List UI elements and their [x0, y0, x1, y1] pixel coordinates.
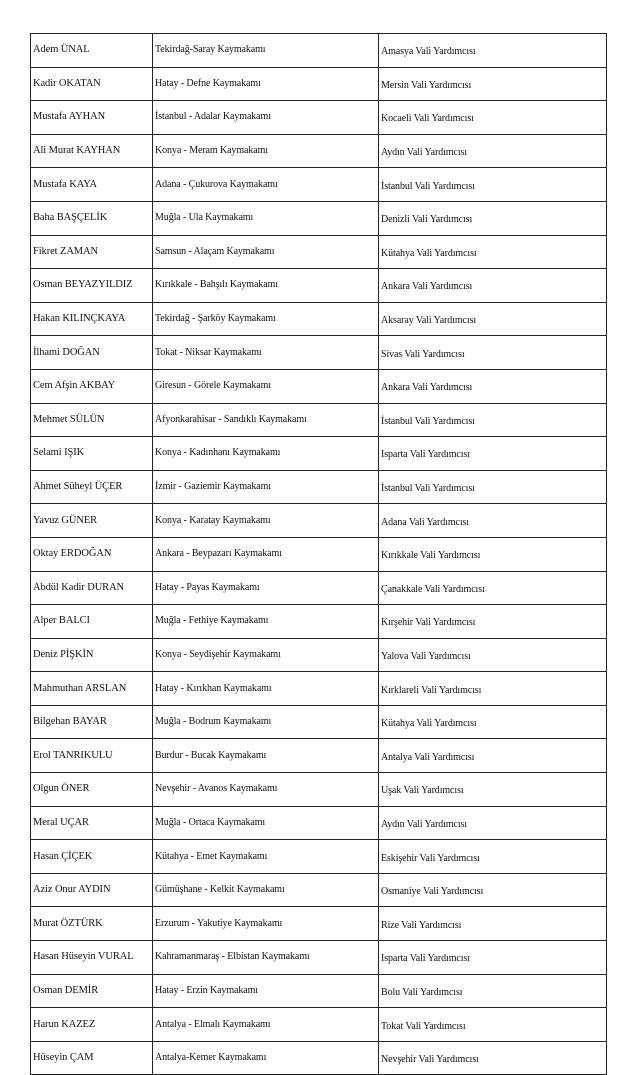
table-row — [31, 605, 607, 639]
name-cell: Deniz PİŞKİN — [31, 638, 153, 672]
table-row — [31, 873, 607, 907]
current-post-cell: Hatay - Kırıkhan Kaymakamı — [153, 672, 379, 706]
table-row — [31, 403, 607, 437]
new-post-cell: Çanakkale Vali Yardımcısı — [379, 571, 607, 605]
table-row — [31, 705, 607, 739]
new-post-cell: Aydın Vali Yardımcısı — [379, 134, 607, 168]
table-row — [31, 840, 607, 874]
new-post-cell: Kütahya Vali Yardımcısı — [379, 705, 607, 739]
table-row — [31, 302, 607, 336]
name-cell: Harun KAZEZ — [31, 1008, 153, 1042]
table-row — [31, 369, 607, 403]
new-post-cell: Antalya Vali Yardımcısı — [379, 739, 607, 773]
current-post-cell: Giresun - Görele Kaymakamı — [153, 369, 379, 403]
table-row — [31, 235, 607, 269]
name-cell: Hüseyin ÇAM — [31, 1041, 153, 1075]
table-row — [31, 571, 607, 605]
new-post-cell: Yalova Vali Yardımcısı — [379, 638, 607, 672]
current-post-cell: Konya - Kadınhanı Kaymakamı — [153, 437, 379, 471]
new-post-cell: İstanbul Vali Yardımcısı — [379, 168, 607, 202]
new-post-cell: Isparta Vali Yardımcısı — [379, 437, 607, 471]
table-row — [31, 437, 607, 471]
name-cell: Yavuz GÜNER — [31, 504, 153, 538]
current-post-cell: Tokat - Niksar Kaymakamı — [153, 336, 379, 370]
name-cell: Mustafa AYHAN — [31, 101, 153, 135]
current-post-cell: Afyonkarahisar - Sandıklı Kaymakamı — [153, 403, 379, 437]
current-post-cell: Ankara - Beypazarı Kaymakamı — [153, 537, 379, 571]
current-post-cell: Hatay - Payas Kaymakamı — [153, 571, 379, 605]
current-post-cell: Hatay - Erzin Kaymakamı — [153, 974, 379, 1008]
new-post-cell: Kırşehir Vali Yardımcısı — [379, 605, 607, 639]
name-cell: Meral UÇAR — [31, 806, 153, 840]
name-cell: Hasan Hüseyin VURAL — [31, 941, 153, 975]
new-post-cell: Amasya Vali Yardımcısı — [379, 34, 607, 68]
current-post-cell: Antalya - Elmalı Kaymakamı — [153, 1008, 379, 1042]
table-row — [31, 134, 607, 168]
new-post-cell: Ankara Vali Yardımcısı — [379, 369, 607, 403]
current-post-cell: Tekirdağ - Şarköy Kaymakamı — [153, 302, 379, 336]
name-cell: Bilgehan BAYAR — [31, 705, 153, 739]
name-cell: Baha BAŞÇELİK — [31, 201, 153, 235]
table-row — [31, 201, 607, 235]
name-cell: Mehmet SÜLÜN — [31, 403, 153, 437]
current-post-cell: Samsun - Alaçam Kaymakamı — [153, 235, 379, 269]
new-post-cell: Isparta Vali Yardımcısı — [379, 941, 607, 975]
new-post-cell: Rize Vali Yardımcısı — [379, 907, 607, 941]
current-post-cell: Konya - Seydişehir Kaymakamı — [153, 638, 379, 672]
new-post-cell: Sivas Vali Yardımcısı — [379, 336, 607, 370]
table-row — [31, 907, 607, 941]
name-cell: Osman DEMİR — [31, 974, 153, 1008]
new-post-cell: Tokat Vali Yardımcısı — [379, 1008, 607, 1042]
current-post-cell: Antalya-Kemer Kaymakamı — [153, 1041, 379, 1075]
new-post-cell: Osmaniye Vali Yardımcısı — [379, 873, 607, 907]
current-post-cell: İstanbul - Adalar Kaymakamı — [153, 101, 379, 135]
name-cell: İlhami DOĞAN — [31, 336, 153, 370]
table-row — [31, 941, 607, 975]
table-row — [31, 806, 607, 840]
current-post-cell: Konya - Meram Kaymakamı — [153, 134, 379, 168]
name-cell: Abdül Kadir DURAN — [31, 571, 153, 605]
appointment-table — [30, 33, 607, 1075]
new-post-cell: Denizli Vali Yardımcısı — [379, 201, 607, 235]
name-cell: Fikret ZAMAN — [31, 235, 153, 269]
current-post-cell: Muğla - Bodrum Kaymakamı — [153, 705, 379, 739]
current-post-cell: İzmir - Gaziemir Kaymakamı — [153, 470, 379, 504]
name-cell: Erol TANRIKULU — [31, 739, 153, 773]
new-post-cell: Aydın Vali Yardımcısı — [379, 806, 607, 840]
current-post-cell: Muğla - Ortaca Kaymakamı — [153, 806, 379, 840]
name-cell: Ali Murat KAYHAN — [31, 134, 153, 168]
name-cell: Kadir OKATAN — [31, 67, 153, 101]
table-row — [31, 269, 607, 303]
new-post-cell: Mersin Vali Yardımcısı — [379, 67, 607, 101]
table-row — [31, 739, 607, 773]
table-row — [31, 773, 607, 807]
table-row — [31, 336, 607, 370]
current-post-cell: Kırıkkale - Bahşılı Kaymakamı — [153, 269, 379, 303]
current-post-cell: Gümüşhane - Kelkit Kaymakamı — [153, 873, 379, 907]
current-post-cell: Burdur - Bucak Kaymakamı — [153, 739, 379, 773]
new-post-cell: Bolu Vali Yardımcısı — [379, 974, 607, 1008]
current-post-cell: Muğla - Fethiye Kaymakamı — [153, 605, 379, 639]
name-cell: Murat ÖZTÜRK — [31, 907, 153, 941]
new-post-cell: Kütahya Vali Yardımcısı — [379, 235, 607, 269]
table-row — [31, 470, 607, 504]
name-cell: Olgun ÖNER — [31, 773, 153, 807]
table-row — [31, 504, 607, 538]
new-post-cell: İstanbul Vali Yardımcısı — [379, 403, 607, 437]
current-post-cell: Adana - Çukurova Kaymakamı — [153, 168, 379, 202]
name-cell: Oktay ERDOĞAN — [31, 537, 153, 571]
new-post-cell: Kırklareli Vali Yardımcısı — [379, 672, 607, 706]
table-row — [31, 101, 607, 135]
name-cell: Hasan ÇİÇEK — [31, 840, 153, 874]
current-post-cell: Muğla - Ula Kaymakamı — [153, 201, 379, 235]
table-row — [31, 638, 607, 672]
new-post-cell: Kocaeli Vali Yardımcısı — [379, 101, 607, 135]
name-cell: Mustafa KAYA — [31, 168, 153, 202]
table-row — [31, 67, 607, 101]
current-post-cell: Nevşehir - Avanos Kaymakamı — [153, 773, 379, 807]
current-post-cell: Kahramanmaraş - Elbistan Kaymakamı — [153, 941, 379, 975]
table-row — [31, 1041, 607, 1075]
name-cell: Osman BEYAZYILDIZ — [31, 269, 153, 303]
name-cell: Alper BALCI — [31, 605, 153, 639]
name-cell: Selami IŞIK — [31, 437, 153, 471]
table-row — [31, 974, 607, 1008]
name-cell: Adem ÜNAL — [31, 34, 153, 68]
new-post-cell: Uşak Vali Yardımcısı — [379, 773, 607, 807]
current-post-cell: Hatay - Defne Kaymakamı — [153, 67, 379, 101]
table-row — [31, 168, 607, 202]
name-cell: Hakan KILINÇKAYA — [31, 302, 153, 336]
name-cell: Cem Afşin AKBAY — [31, 369, 153, 403]
new-post-cell: İstanbul Vali Yardımcısı — [379, 470, 607, 504]
name-cell: Ahmet Süheyl ÜÇER — [31, 470, 153, 504]
name-cell: Mahmuthan ARSLAN — [31, 672, 153, 706]
current-post-cell: Erzurum - Yakutiye Kaymakamı — [153, 907, 379, 941]
name-cell: Aziz Onur AYDIN — [31, 873, 153, 907]
new-post-cell: Nevşehir Vali Yardımcısı — [379, 1041, 607, 1075]
current-post-cell: Kütahya - Emet Kaymakamı — [153, 840, 379, 874]
new-post-cell: Eskişehir Vali Yardımcısı — [379, 840, 607, 874]
new-post-cell: Ankara Vali Yardımcısı — [379, 269, 607, 303]
current-post-cell: Tekirdağ-Saray Kaymakamı — [153, 34, 379, 68]
new-post-cell: Aksaray Vali Yardımcısı — [379, 302, 607, 336]
new-post-cell: Adana Vali Yardımcısı — [379, 504, 607, 538]
table-row — [31, 34, 607, 68]
new-post-cell: Kırıkkale Vali Yardımcısı — [379, 537, 607, 571]
current-post-cell: Konya - Karatay Kaymakamı — [153, 504, 379, 538]
table-row — [31, 537, 607, 571]
table-row — [31, 672, 607, 706]
appointment-table-body — [31, 34, 607, 1075]
